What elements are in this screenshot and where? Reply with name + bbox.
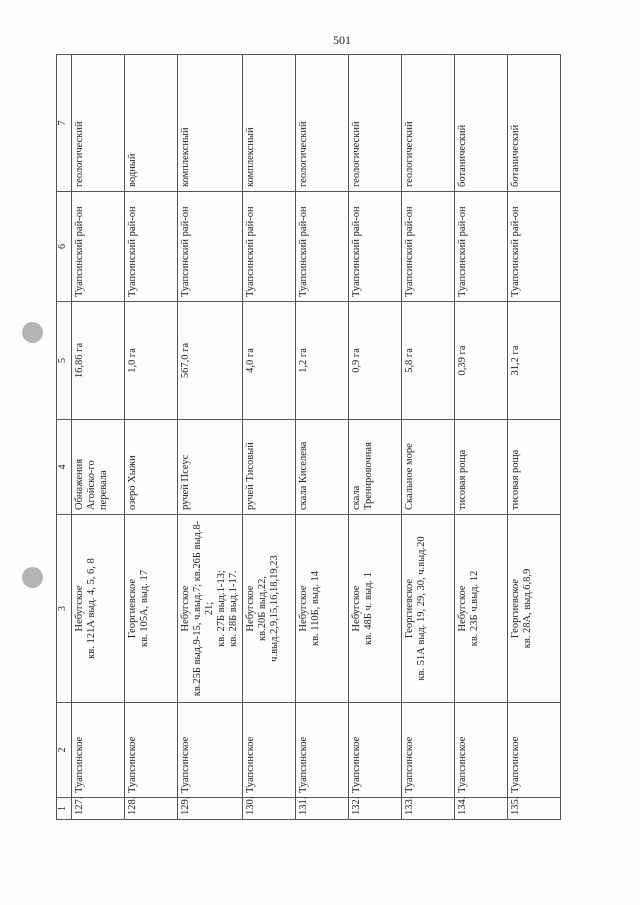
site-name-cell: озеро Хыжи	[125, 420, 178, 515]
location-cell	[178, 515, 243, 703]
site-name-cell: Обнажения Агойско-го перевала	[72, 420, 125, 515]
location-cell	[296, 515, 349, 703]
location-line: ч.выд.2,9,15,16,18,19,23	[269, 555, 281, 662]
district-cell: Туапсинское	[125, 703, 178, 798]
table-row	[402, 55, 455, 820]
area-cell: 567,0 га	[178, 302, 243, 420]
location-cell	[72, 515, 125, 703]
region-cell: Туапсинский рай-он	[243, 192, 296, 302]
column-header-row	[57, 55, 72, 820]
location-cell	[125, 515, 178, 703]
region-cell: Туапсинский рай-он	[349, 192, 402, 302]
location-line: кв. 27Б выд.1-13;	[216, 570, 228, 647]
row-number: 129.	[178, 798, 243, 820]
district-cell: Туапсинское	[349, 703, 402, 798]
region-cell: Туапсинский рай-он	[178, 192, 243, 302]
row-number: 131.	[296, 798, 349, 820]
table-container	[56, 55, 556, 820]
location-line: Небугское	[245, 585, 257, 632]
location-line: кв. 23Б ч.выд. 12	[469, 570, 481, 647]
location-cell	[508, 515, 561, 703]
area-cell: 5,8 га	[402, 302, 455, 420]
location-line: кв. 105А, выд. 17	[139, 570, 151, 647]
region-cell: Туапсинский рай-он	[72, 192, 125, 302]
district-cell: Туапсинское	[402, 703, 455, 798]
type-cell: геологический	[296, 55, 349, 192]
region-cell: Туапсинский рай-он	[455, 192, 508, 302]
area-cell: 31,2 га	[508, 302, 561, 420]
column-header: 1	[57, 798, 72, 820]
table-row	[349, 55, 402, 820]
area-cell: 1,2 га	[296, 302, 349, 420]
type-cell: геологический	[72, 55, 125, 192]
district-cell: Туапсинское	[508, 703, 561, 798]
location-line: кв.20Б выд.22,	[257, 576, 269, 641]
area-cell: 0,9 га	[349, 302, 402, 420]
type-cell: ботанический	[508, 55, 561, 192]
column-header: 7	[57, 55, 72, 192]
district-cell: Туапсинское	[455, 703, 508, 798]
table-row	[455, 55, 508, 820]
location-line: Георгиевское	[510, 578, 522, 639]
row-number: 128.	[125, 798, 178, 820]
type-cell: водный	[125, 55, 178, 192]
location-line: Небугское	[298, 585, 310, 632]
region-cell: Туапсинский рай-он	[296, 192, 349, 302]
location-line: кв.25Б выд.9-15, ч.выд.7; кв.26Б выд.8-21;	[192, 520, 216, 697]
site-name-cell: Скальное море	[402, 420, 455, 515]
location-line: кв. 28Б выд.1-17.	[228, 570, 240, 647]
table-row	[72, 55, 125, 820]
area-cell: 16,86 га	[72, 302, 125, 420]
site-name-cell: скала Киселева	[296, 420, 349, 515]
location-line: Георгиевское	[127, 578, 138, 639]
location-line: кв. 28А, выд.6,8,9	[522, 568, 534, 649]
location-cell	[402, 515, 455, 703]
location-line: Георгиевское	[404, 578, 416, 639]
region-cell: Туапсинский рай-он	[125, 192, 178, 302]
table-row	[125, 55, 178, 820]
region-cell: Туапсинский рай-он	[402, 192, 455, 302]
type-cell: ботанический	[455, 55, 508, 192]
punch-hole	[22, 322, 43, 343]
page-number: 501	[333, 33, 351, 47]
site-name-cell: скала Тренировочная	[349, 420, 402, 515]
type-cell: геологический	[402, 55, 455, 192]
type-cell: геологический	[349, 55, 402, 192]
location-line: кв. 51А выд. 19, 29, 30, ч.выд.20	[416, 536, 428, 681]
site-name-cell: ручей Псеус	[178, 420, 243, 515]
row-number: 134.	[455, 798, 508, 820]
location-cell	[349, 515, 402, 703]
district-cell: Туапсинское	[243, 703, 296, 798]
type-cell: комплексный	[178, 55, 243, 192]
table-row	[243, 55, 296, 820]
location-cell	[455, 515, 508, 703]
column-header: 2	[57, 703, 72, 798]
region-cell: Туапсинский рай-он	[508, 192, 561, 302]
location-line: кв. 110Б, выд. 14	[310, 570, 322, 647]
column-header: 3	[57, 515, 72, 703]
site-name-cell: ручей Тисовый	[243, 420, 296, 515]
type-cell: комплексный	[243, 55, 296, 192]
site-name-cell: тисовая роща	[455, 420, 508, 515]
location-line: Небугское	[74, 585, 85, 632]
row-number: 133.	[402, 798, 455, 820]
row-number: 132.	[349, 798, 402, 820]
column-header: 4	[57, 420, 72, 515]
area-cell: 1,0 га	[125, 302, 178, 420]
location-line: Небугское	[351, 585, 363, 632]
site-name-cell: тисовая роща	[508, 420, 561, 515]
area-cell: 0,39 га	[455, 302, 508, 420]
location-line: кв. 48Б ч. выд. 1	[363, 572, 375, 645]
district-cell: Туапсинское	[178, 703, 243, 798]
district-cell: Туапсинское	[72, 703, 125, 798]
location-line: кв. 121А выд. 4, 5, 6, 8	[86, 558, 98, 659]
location-line: Небугское	[180, 585, 191, 632]
column-header: 5	[57, 302, 72, 420]
table-row	[508, 55, 561, 820]
district-cell: Туапсинское	[296, 703, 349, 798]
table-row	[296, 55, 349, 820]
location-cell	[243, 515, 296, 703]
area-cell: 4,0 га	[243, 302, 296, 420]
table-row	[178, 55, 243, 820]
protected-sites-table	[56, 54, 561, 820]
location-line: Небугское	[457, 585, 469, 632]
row-number: 135.	[508, 798, 561, 820]
punch-hole	[22, 567, 43, 588]
row-number: 130.	[243, 798, 296, 820]
column-header: 6	[57, 192, 72, 302]
row-number: 127.	[72, 798, 125, 820]
